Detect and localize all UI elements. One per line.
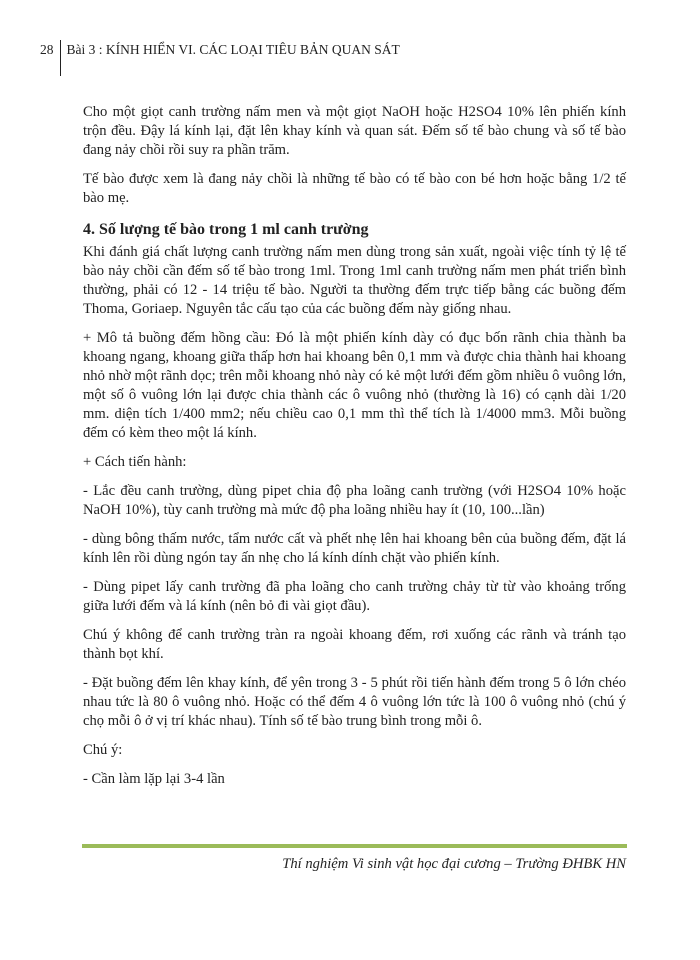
paragraph: Tế bào được xem là đang nảy chồi là những tế bào có tế bào con bé hơn hoặc bằng 1/2 tế bào mẹ. [83, 171, 626, 206]
header-divider [60, 40, 61, 76]
page-number: 28 [40, 42, 54, 57]
page-footer: Thí nghiệm Vi sinh vật học đại cương – Trường ĐHBK HN [282, 856, 626, 872]
paragraph: - Cần làm lặp lại 3-4 lần [83, 771, 225, 787]
paragraph: Khi đánh giá chất lượng canh trường nấm men dùng trong sản xuất, ngoài việc tính tỷ lệ tế bào nảy chồi cần đếm số tế bào trong 1ml. Trong 1ml canh trường nấm men phát triển bình thường, phải có 12 - 14 triệu tế bào. Người ta thường đếm trực tiếp bằng các buồng đếm Thoma, Goriaep. Nguyên tắc cấu tạo của các buồng đếm này giống nhau. [83, 244, 626, 317]
header-title: Bài 3 : KÍNH HIỂN VI. CÁC LOẠI TIÊU BẢN QUAN SÁT [66, 42, 400, 57]
paragraph: - Dùng pipet lấy canh trường đã pha loãng cho canh trường chảy từ từ vào khoảng trống giữa lưới đếm và lá kính (nên bỏ đi vài giọt đầu). [83, 579, 626, 614]
page-body [83, 103, 626, 799]
paragraph: + Mô tả buồng đếm hồng cầu: Đó là một phiến kính dày có đục bốn rãnh chia thành ba khoang ngang, khoang giữa thấp hơn hai khoang bên 0,1 mm và được chia thành hai khoang nhỏ nhờ một rãnh dọc; trên mỗi khoang nhỏ này có kẻ một lưới đếm gồm nhiều ô vuông lớn, một số ô vuông lớn lại được chia thành các ô vuông nhỏ (thường là 16) có cạnh dài 1/20 mm. diện tích 1/400 mm2; nếu chiều cao 0,1 mm thì thể tích là 1/4000 mm3. Mỗi buồng đếm có kèm theo một lá kính. [83, 330, 626, 441]
paragraph: + Cách tiến hành: [83, 454, 187, 470]
paragraph: - Đặt buồng đếm lên khay kính, để yên trong 3 - 5 phút rồi tiến hành đếm trong 5 ô lớn chéo nhau tức là 80 ô vuông nhỏ. Hoặc có thể đếm 4 ô vuông lớn tức là 100 ô vuông nhỏ (chú ý chọ mỗi ô ở vị trí khác nhau). Tính số tế bào trung bình trong mỗi ô. [83, 675, 626, 729]
section-heading: 4. Số lượng tế bào trong 1 ml canh trường [83, 221, 369, 238]
paragraph: Cho một giọt canh trường nấm men và một giọt NaOH hoặc H2SO4 10% lên phiến kính trộn đều. Đậy lá kính lại, đặt lên khay kính và quan sát. Đếm số tế bào chung và số tế bào đang nảy chồi rồi suy ra phần trăm. [83, 104, 626, 158]
paragraph: Chú ý không để canh trường tràn ra ngoài khoang đếm, rơi xuống các rãnh và tránh tạo thành bọt khí. [83, 627, 626, 662]
paragraph: Chú ý: [83, 742, 123, 758]
paragraph: - dùng bông thấm nước, tẩm nước cất và phết nhẹ lên hai khoang bên của buồng đếm, đặt lá kính lên rồi dùng ngón tay ấn nhẹ cho lá kính dính chặt vào phiến kính. [83, 531, 626, 566]
page-header [40, 40, 400, 76]
footer-rule [82, 844, 627, 848]
paragraph: - Lắc đều canh trường, dùng pipet chia độ pha loãng canh trường (với H2SO4 10% hoặc NaOH 10%), tùy canh trường mà mức độ pha loãng nhiều hay ít (10, 100...lần) [83, 483, 626, 518]
